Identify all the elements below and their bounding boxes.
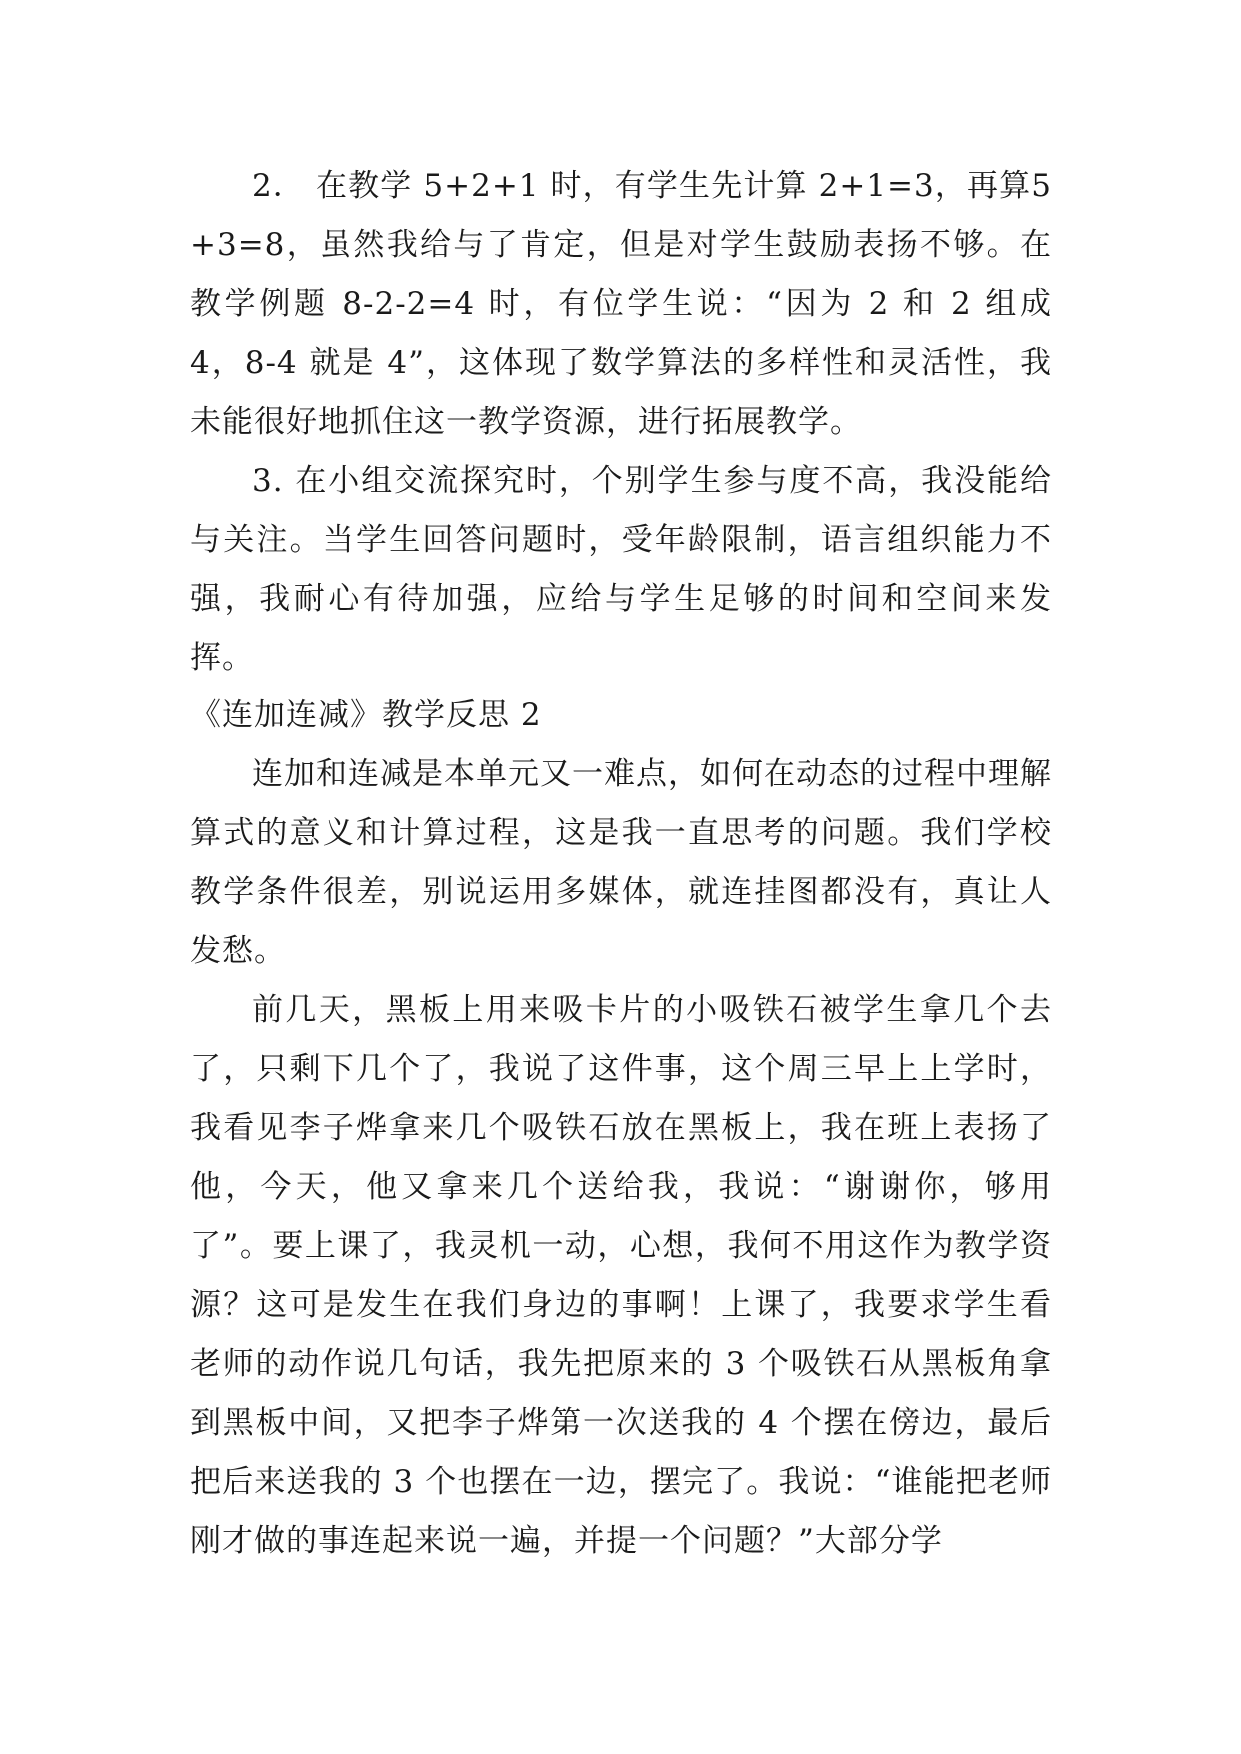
reflection-part-2 — [190, 686, 1052, 1571]
paragraph-item-2: 2． 在教学 5+2+1 时，有学生先计算 2+1=3，再算5+3=8，虽然我给与了肯定，但是对学生鼓励表扬不够。在教学例题 8-2-2=4 时，有位学生说：“因为 2 和 2 组成 4，8-4 就是 4”，这体现了数学算法的多样性和灵活性，我未能很好地抓住这一教学资源，进行拓展教学。 — [190, 168, 1052, 440]
paragraph-item-3: 3. 在小组交流探究时，个别学生参与度不高，我没能给与关注。当学生回答问题时，受年龄限制，语言组织能力不强，我耐心有待加强，应给与学生足够的时间和空间来发挥。 — [190, 463, 1052, 676]
section-title: 《连加连减》教学反思 2 — [190, 697, 542, 733]
paragraph-story: 前几天，黑板上用来吸卡片的小吸铁石被学生拿几个去了，只剩下几个了，我说了这件事，这个周三早上上学时，我看见李子烨拿来几个吸铁石放在黑板上，我在班上表扬了他，今天，他又拿来几个送给我，我说：“谢谢你，够用了”。要上课了，我灵机一动，心想，我何不用这作为教学资源？这可是发生在我们身边的事啊！上课了，我要求学生看老师的动作说几句话，我先把原来的 3 个吸铁石从黑板角拿到黑板中间，又把李子烨第一次送我的 4 个摆在傍边，最后把后来送我的 3 个也摆在一边，摆完了。我说：“谁能把老师刚才做的事连起来说一遍，并提一个问题？”大部分学 — [190, 992, 1052, 1559]
paragraph-intro: 连加和连减是本单元又一难点，如何在动态的过程中理解算式的意义和计算过程，这是我一直思考的问题。我们学校教学条件很差，别说运用多媒体，就连挂图都没有，真让人发愁。 — [190, 756, 1052, 969]
reflection-part-1 — [190, 157, 1052, 688]
